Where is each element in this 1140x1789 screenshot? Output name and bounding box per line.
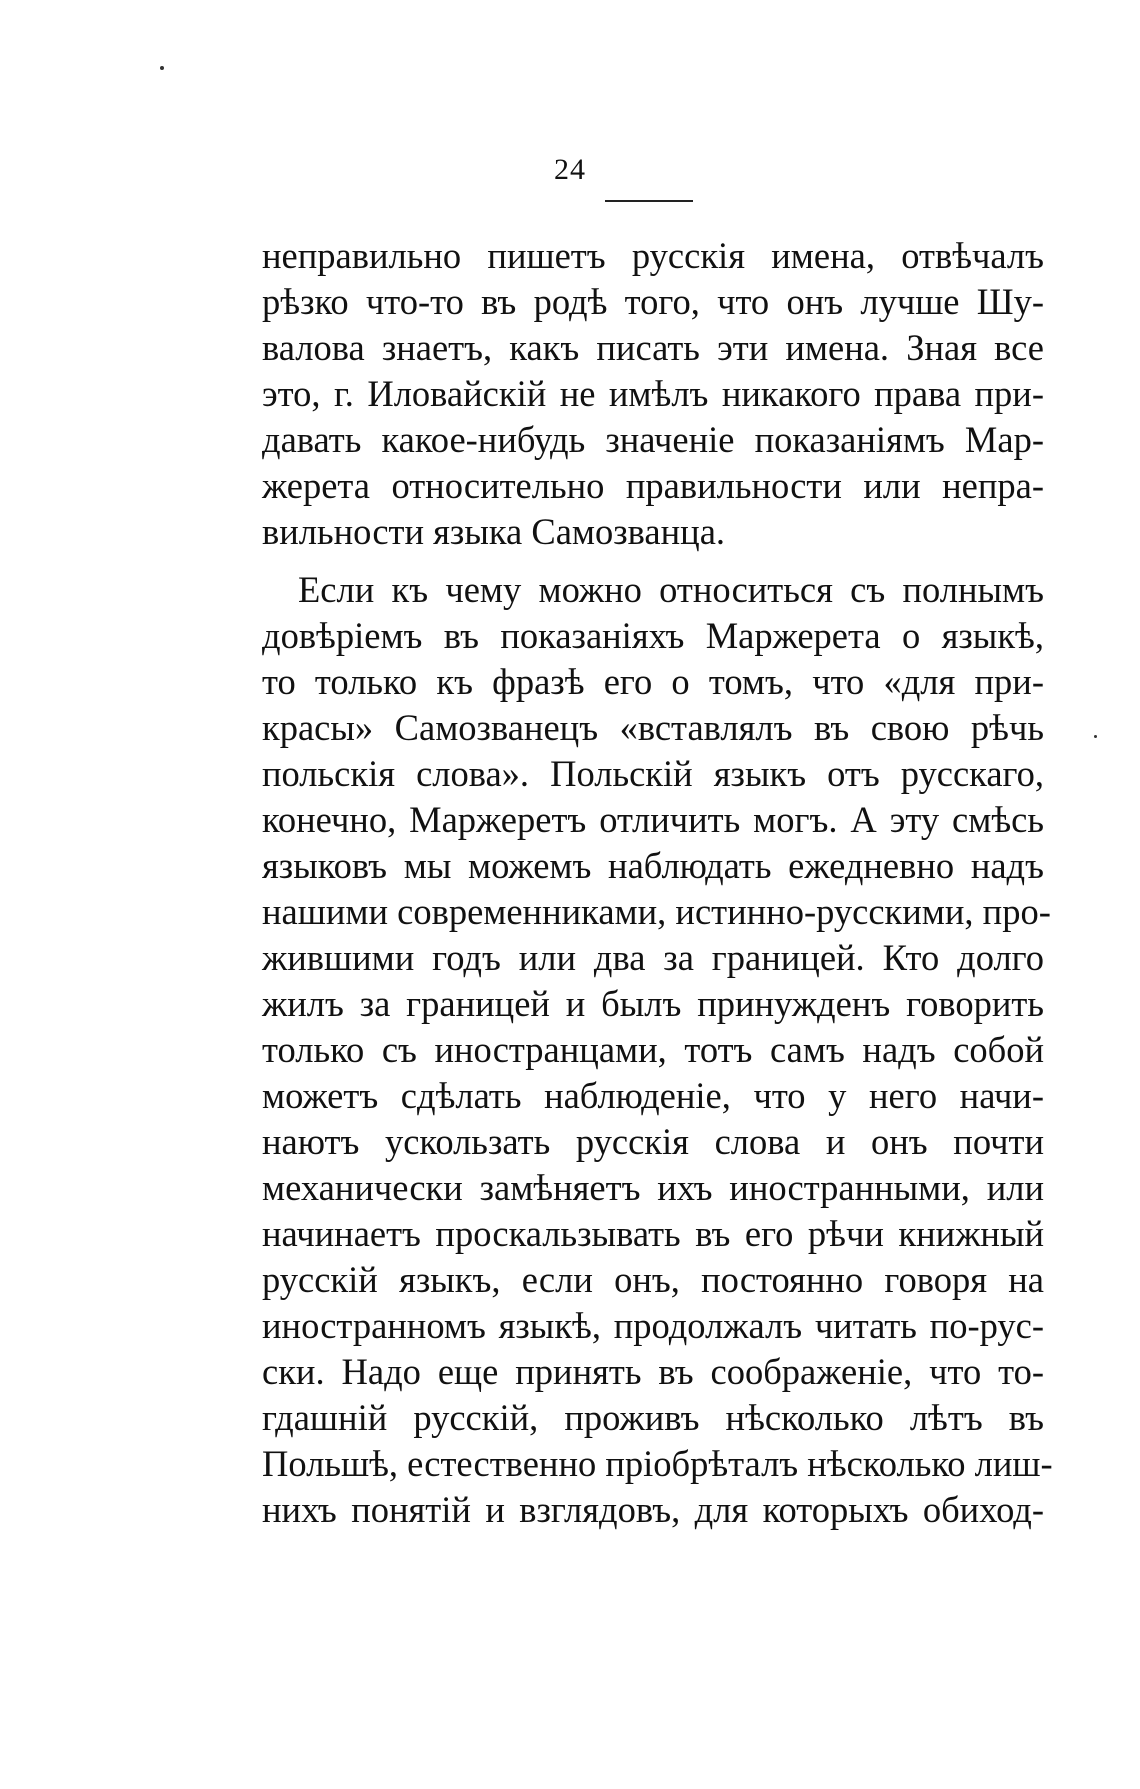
paragraph-gap	[262, 555, 1044, 567]
scan-speck	[1094, 735, 1097, 738]
text-line: нашими современниками, истинно-русскими, про-	[262, 891, 1051, 932]
text-line: то только къ фразѣ его о томъ, что «для при-	[262, 661, 1044, 702]
text-line: конечно, Маржеретъ отличить могъ. А эту смѣсь	[262, 799, 1044, 840]
text-line: давать какое-нибудь значеніе показаніямъ Мар-	[262, 419, 1044, 460]
text-line: довѣріемъ въ показаніяхъ Маржерета о языкѣ,	[262, 615, 1044, 656]
scan-speck	[160, 66, 164, 70]
text-line: нихъ понятій и взглядовъ, для которыхъ обиход-	[262, 1489, 1044, 1530]
text-line: начинаетъ проскальзывать въ его рѣчи книжный	[262, 1213, 1044, 1254]
page-number-rule	[605, 200, 693, 202]
text-line: валова знаетъ, какъ писать эти имена. Зная все	[262, 327, 1044, 368]
text-line: жерета относительно правильности или непра-	[262, 465, 1044, 506]
text-line: русскій языкъ, если онъ, постоянно говоря на	[262, 1259, 1044, 1300]
text-line: Польшѣ, естественно пріобрѣталъ нѣсколько лиш-	[262, 1443, 1053, 1484]
text-line: красы» Самозванецъ «вставлялъ въ свою рѣчь	[262, 707, 1044, 748]
text-line: Если къ чему можно относиться съ полнымъ	[298, 569, 1044, 610]
text-line: иностранномъ языкѣ, продолжалъ читать по-рус-	[262, 1305, 1044, 1346]
paragraph-2	[262, 567, 1053, 1533]
text-line: механически замѣняетъ ихъ иностранными, или	[262, 1167, 1044, 1208]
text-line: наютъ ускользать русскія слова и онъ почти	[262, 1121, 1044, 1162]
text-block	[262, 233, 1053, 1533]
text-line: неправильно пишетъ русскія имена, отвѣчалъ	[262, 235, 1044, 276]
text-line: жившими годъ или два за границей. Кто долго	[262, 937, 1044, 978]
text-line: гдашній русскій, проживъ нѣсколько лѣтъ въ	[262, 1397, 1044, 1438]
paragraph-1	[262, 233, 1044, 555]
text-line: вильности языка Самозванца.	[262, 511, 726, 552]
text-line: можетъ сдѣлать наблюденіе, что у него начи-	[262, 1075, 1044, 1116]
text-line: польскія слова». Польскій языкъ отъ русскаго,	[262, 753, 1044, 794]
text-line: языковъ мы можемъ наблюдать ежедневно надъ	[262, 845, 1044, 886]
page-number: 24	[554, 153, 586, 186]
text-line: ски. Надо еще принять въ соображеніе, что то-	[262, 1351, 1044, 1392]
text-line: жилъ за границей и былъ принужденъ говорить	[262, 983, 1044, 1024]
text-line: только съ иностранцами, тотъ самъ надъ собой	[262, 1029, 1044, 1070]
text-line: рѣзко что-то въ родѣ того, что онъ лучше Шу-	[262, 281, 1044, 322]
text-line: это, г. Иловайскій не имѣлъ никакого права при-	[262, 373, 1044, 414]
